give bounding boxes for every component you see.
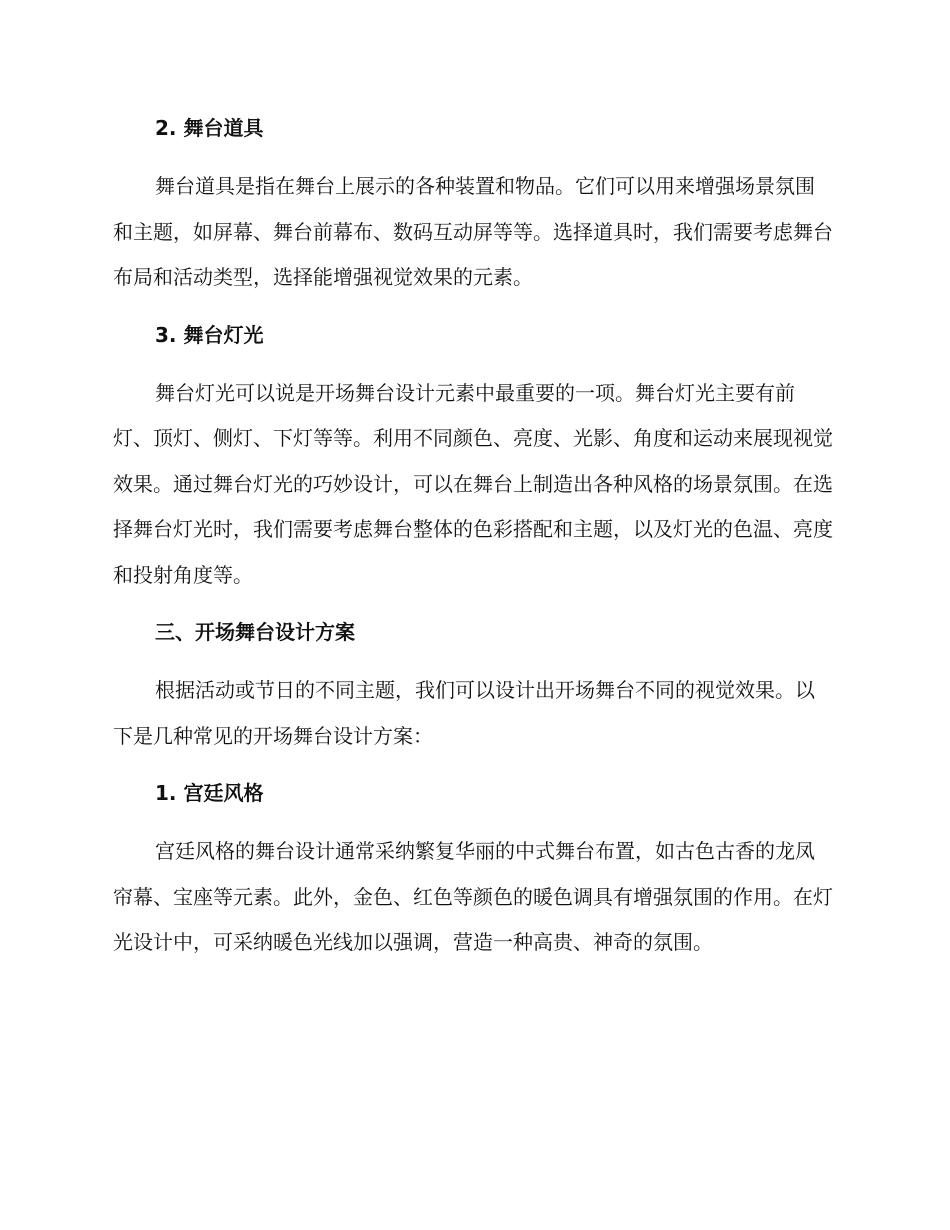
paragraph-design-plans: 根据活动或节日的不同主题，我们可以设计出开场舞台不同的视觉效果。以下是几种常见的开场舞台设计方案： (113, 678, 815, 748)
section-heading-stage-props: 2. 舞台道具 (155, 116, 264, 140)
section-heading-palace-style: 1. 宫廷风格 (155, 781, 264, 805)
document-body (113, 112, 833, 966)
section-heading-stage-lighting: 3. 舞台灯光 (155, 322, 264, 347)
paragraph-stage-lighting: 舞台灯光可以说是开场舞台设计元素中最重要的一项。舞台灯光主要有前灯、顶灯、侧灯、下灯等等。利用不同颜色、亮度、光影、角度和运动来展现视觉效果。通过舞台灯光的巧妙设计，可以在舞台上制造出各种风格的场景氛围。在选择舞台灯光时，我们需要考虑舞台整体的色彩搭配和主题，以及灯光的色温、亮度和投射角度等。 (113, 380, 833, 587)
section-heading-design-plans: 三、开场舞台设计方案 (155, 620, 355, 644)
paragraph-palace-style: 宫廷风格的舞台设计通常采纳繁复华丽的中式舞台布置，如古色古香的龙凤帘幕、宝座等元素。此外，金色、红色等颜色的暖色调具有增强氛围的作用。在灯光设计中，可采纳暖色光线加以强调，营造一种高贵、神奇的氛围。 (113, 839, 833, 954)
paragraph-stage-props: 舞台道具是指在舞台上展示的各种装置和物品。它们可以用来增强场景氛围和主题，如屏幕、舞台前幕布、数码互动屏等等。选择道具时，我们需要考虑舞台布局和活动类型，选择能增强视觉效果的元素。 (113, 174, 833, 289)
